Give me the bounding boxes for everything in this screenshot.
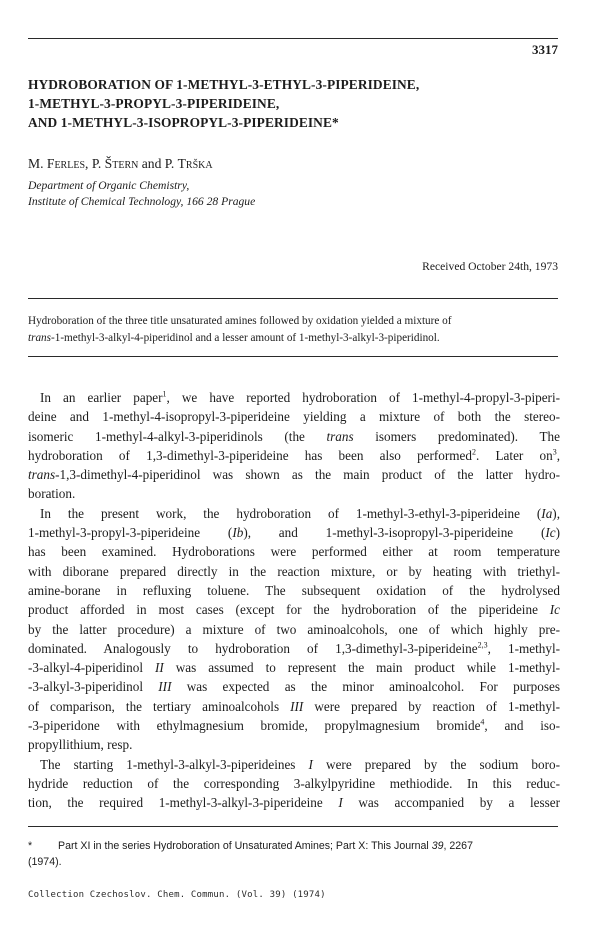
body-line: 1-methyl-3-propyl-3-piperideine (Ib), and 1-methyl-3-isopropyl-3-piperideine (Ic) [28, 525, 560, 541]
affiliation [28, 178, 255, 210]
affiliation-department: Department of Organic Chemistry, [28, 179, 190, 192]
body-line: boration. [28, 486, 76, 502]
footnote-mark: * [28, 840, 33, 852]
body-line: In an earlier paper$^1$, we have reported hydroboration of 1-methyl-4-propyl-3-piperi- [40, 389, 560, 405]
body-line: hydroboration of 1,3-dimethyl-3-piperideine has been also performed$^2$. Later $on^3$, [28, 447, 560, 463]
abstract [28, 313, 560, 347]
abstract-line-2: trans-1-methyl-3-alkyl-4-piperidinol and a lesser amount of 1-methyl-3-alkyl-3-piperidinol. [28, 332, 440, 344]
body-line: deine and 1-methyl-4-isopropyl-3-piperideine yielding a mixture of both the stereo- [28, 409, 560, 425]
body-line: of comparison, the tertiary aminoalcohols III were prepared by reaction of 1-methyl- [28, 698, 560, 714]
body-line: hydride reduction of the corresponding 3-alkylpyridine methiodide. In this reduc- [28, 775, 560, 791]
page-number: 3317 [532, 42, 558, 57]
abstract-line-1: Hydroboration of the three title unsaturated amines followed by oxidation yielded a mixture of [28, 315, 452, 327]
footnote-line-2: (1974). [28, 856, 62, 868]
journal-footer: Collection Czechoslov. Chem. Commun. (Vol. 39) (1974) [28, 890, 326, 900]
footnote-rule [28, 826, 558, 827]
body-line: by the latter procedure) a mixture of two aminoalcohols, one of which highly pre- [28, 621, 560, 637]
title-line-2: 1-METHYL-3-PROPYL-3-PIPERIDEINE, [28, 96, 280, 111]
body-line: isomeric 1-methyl-4-alkyl-3-piperidinols (the trans isomers predominated). The [28, 428, 560, 444]
abstract-top-rule [28, 298, 558, 299]
reference-mark: 1 [162, 389, 167, 399]
title-line-3: AND 1-METHYL-3-ISOPROPYL-3-PIPERIDEINE* [28, 115, 339, 130]
author-trska: Trška [177, 156, 213, 171]
body-line: propyllithium, resp. [28, 737, 133, 753]
article-title [28, 75, 568, 132]
body-line: The starting 1-methyl-3-alkyl-3-piperideines I were prepared by the sodium boro- [40, 756, 560, 772]
title-line-1: HYDROBORATION OF 1-METHYL-3-ETHYL-3-PIPERIDEINE, [28, 77, 420, 92]
body-line: amine-borane in refluxing toluene. The subsequent oxidation of the hydrolysed [28, 582, 560, 598]
body-line: with diborane prepared directly in the reaction mixture, or by heating with triethyl- [28, 563, 560, 579]
reference-mark: 4 [480, 717, 485, 727]
reference-mark: 2 [472, 447, 476, 457]
author-list: M. Ferles, P. Štern and P. Trška [28, 156, 213, 171]
abstract-bottom-rule [28, 356, 558, 357]
body-line: -3-alkyl-3-piperidinol III was expected as the minor aminoalcohol. For purposes [28, 679, 560, 695]
article-body [28, 388, 560, 813]
author-stern: Štern [104, 156, 139, 171]
body-line: has been examined. Hydroborations were performed either at room temperature [28, 544, 560, 560]
reference-mark: 2,3 [477, 640, 488, 650]
body-line: tion, the required 1-methyl-3-alkyl-3-piperideine I was accompanied by a lesser [28, 795, 560, 811]
body-line: -3-alkyl-4-piperidinol II was assumed to represent the main product while 1-methyl- [28, 660, 561, 676]
reference-mark: 3 [552, 447, 557, 457]
body-line: dominated. Analogously to hydroboration of 1,3-dimethyl-3-piperideine$^{2,3}$, 1-methyl- [28, 640, 561, 656]
body-line: -3-piperidone with ethylmagnesium bromide, propylmagnesium bromide$^4$, and iso- [28, 717, 560, 734]
received-date: Received October 24th, 1973 [422, 260, 558, 273]
header-rule [28, 38, 558, 39]
author-ferles: Ferles [46, 156, 86, 171]
body-line: product afforded in most cases (except for the hydroboration of the piperideine Ic [28, 602, 560, 618]
body-line: In the present work, the hydroboration of 1-methyl-3-ethyl-3-piperideine (Ia), [40, 505, 560, 521]
body-line: trans-1,3-dimethyl-4-piperidinol was shown as the main product of the latter hydro- [28, 467, 560, 483]
footnote-line-1: * Part XI in the series Hydroboration of Unsaturated Amines; Part X: This Journal 39, 2267 [28, 840, 473, 852]
footnote [28, 838, 560, 870]
affiliation-institute: Institute of Chemical Technology, 166 28 Prague [28, 195, 256, 208]
